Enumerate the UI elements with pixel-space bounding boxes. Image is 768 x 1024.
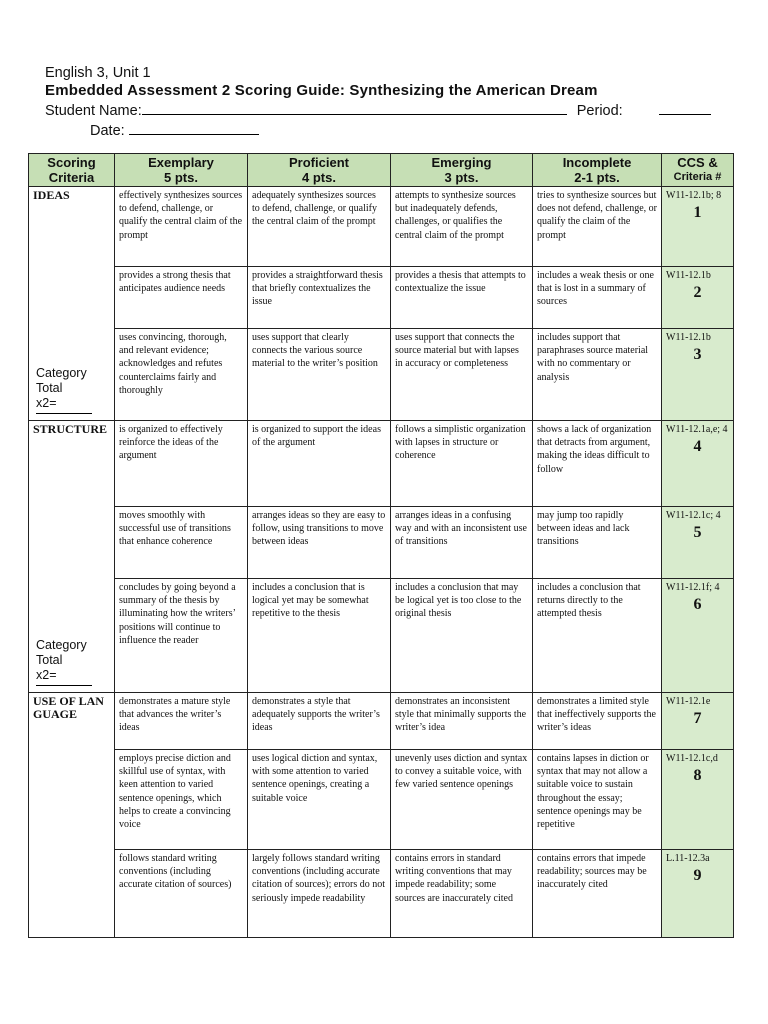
cell-emerging: attempts to synthesize sources but inadequately defends, challenges, or qualifies the central claim of the prompt: [391, 187, 533, 267]
cell-exemplary: concludes by going beyond a summary of the thesis by illuminating how the writers’ positions will continue to influence the reader: [115, 579, 248, 693]
cell-exemplary: is organized to effectively reinforce the ideas of the argument: [115, 421, 248, 507]
scoring-guide-table: [28, 153, 734, 938]
cell-emerging: demonstrates an inconsistent style that minimally supports the writer’s idea: [391, 693, 533, 750]
table-row: [29, 750, 734, 850]
cell-proficient: is organized to support the ideas of the argument: [248, 421, 391, 507]
criteria-number: 2: [693, 284, 702, 302]
cell-incomplete: contains errors that impede readability; sources may be inaccurately cited: [533, 850, 662, 938]
cell-exemplary: demonstrates a mature style that advances the writer’s ideas: [115, 693, 248, 750]
cell-proficient: largely follows standard writing conventions (including accurate citation of sources); errors do not seriously impede readability: [248, 850, 391, 938]
cell-exemplary: employs precise diction and skillful use of syntax, with keen attention to varied sentence openings, which helps to create a convincing voice: [115, 750, 248, 850]
criteria-number: 4: [693, 438, 702, 456]
cell-proficient: adequately synthesizes sources to defend, challenge, or qualify the central claim of the prompt: [248, 187, 391, 267]
cell-ccs: W11-12.1f; 4 6: [662, 579, 734, 693]
criteria-number: 3: [693, 346, 702, 364]
cell-emerging: arranges ideas in a confusing way and with an inconsistent use of transitions: [391, 507, 533, 579]
cell-ccs: W11-12.1a,e; 4 4: [662, 421, 734, 507]
table-row: [29, 187, 734, 267]
cell-ccs: W11-12.1e 7: [662, 693, 734, 750]
cell-proficient: provides a straightforward thesis that briefly contextualizes the issue: [248, 267, 391, 329]
col-header-exemplary: Exemplary 5 pts.: [115, 154, 248, 187]
date-field[interactable]: [129, 120, 259, 135]
cell-ccs: L.11-12.3a 9: [662, 850, 734, 938]
cell-emerging: unevenly uses diction and syntax to convey a suitable voice, with few varied sentence openings: [391, 750, 533, 850]
date-line: [45, 120, 735, 140]
cell-emerging: includes a conclusion that may be logical yet is too close to the original thesis: [391, 579, 533, 693]
category-use-of-language: USE OF LANGUAGE: [29, 693, 115, 938]
cell-incomplete: may jump too rapidly between ideas and lack transitions: [533, 507, 662, 579]
header-row: [29, 154, 734, 187]
student-name-field[interactable]: [142, 100, 567, 115]
col-header-emerging: Emerging 3 pts.: [391, 154, 533, 187]
table-row: [29, 267, 734, 329]
table-row: [29, 421, 734, 507]
cell-incomplete: demonstrates a limited style that ineffectively supports the writer’s ideas: [533, 693, 662, 750]
category-structure: STRUCTURE Category Total x2=: [29, 421, 115, 693]
cell-emerging: uses support that connects the source material but with lapses in accuracy or completeness: [391, 329, 533, 421]
cell-incomplete: tries to synthesize sources but does not defend, challenge, or qualify the claim of the prompt: [533, 187, 662, 267]
cell-proficient: uses support that clearly connects the various source material to the writer’s position: [248, 329, 391, 421]
table-row: [29, 850, 734, 938]
cell-proficient: arranges ideas so they are easy to follow, using transitions to move between ideas: [248, 507, 391, 579]
criteria-number: 9: [693, 867, 702, 885]
cell-ccs: W11-12.1b 3: [662, 329, 734, 421]
table-row: [29, 329, 734, 421]
date-label: Date:: [90, 123, 125, 139]
criteria-number: 7: [693, 710, 702, 728]
cell-exemplary: effectively synthesizes sources to defend, challenge, or qualify the central claim of the prompt: [115, 187, 248, 267]
cell-exemplary: provides a strong thesis that anticipates audience needs: [115, 267, 248, 329]
cell-ccs: W11-12.1c; 4 5: [662, 507, 734, 579]
cell-emerging: contains errors in standard writing conventions that may impede readability; some sources are inaccurately cited: [391, 850, 533, 938]
category-ideas: IDEAS Category Total x2=: [29, 187, 115, 421]
criteria-number: 5: [693, 524, 702, 542]
table-row: [29, 507, 734, 579]
cell-incomplete: shows a lack of organization that detracts from argument, making the ideas difficult to follow: [533, 421, 662, 507]
cell-proficient: includes a conclusion that is logical yet may be somewhat repetitive to the thesis: [248, 579, 391, 693]
student-line: [45, 100, 735, 120]
student-name-label: Student Name:: [45, 103, 142, 119]
course-title: English 3, Unit 1: [45, 65, 151, 81]
cell-exemplary: uses convincing, thorough, and relevant evidence; acknowledges and refutes counterclaims fairly and thoroughly: [115, 329, 248, 421]
cell-incomplete: includes a conclusion that returns directly to the attempted thesis: [533, 579, 662, 693]
col-header-proficient: Proficient 4 pts.: [248, 154, 391, 187]
cell-emerging: follows a simplistic organization with lapses in structure or coherence: [391, 421, 533, 507]
cell-incomplete: includes a weak thesis or one that is lost in a summary of sources: [533, 267, 662, 329]
criteria-number: 1: [693, 204, 702, 222]
col-header-incomplete: Incomplete 2-1 pts.: [533, 154, 662, 187]
cell-proficient: uses logical diction and syntax, with some attention to varied sentence openings, creating a suitable voice: [248, 750, 391, 850]
col-header-criteria: Scoring Criteria: [29, 154, 115, 187]
cell-ccs: W11-12.1b 2: [662, 267, 734, 329]
criteria-number: 6: [693, 596, 702, 614]
cell-emerging: provides a thesis that attempts to contextualize the issue: [391, 267, 533, 329]
cell-incomplete: contains lapses in diction or syntax that may not allow a suitable voice to sustain throughout the essay; sentence openings may be repetitive: [533, 750, 662, 850]
table-row: [29, 579, 734, 693]
category-total: Category Total x2=: [36, 638, 114, 686]
cell-incomplete: includes support that paraphrases source material with no commentary or analysis: [533, 329, 662, 421]
cell-proficient: demonstrates a style that adequately supports the writer’s ideas: [248, 693, 391, 750]
table-row: [29, 693, 734, 750]
cell-ccs: W11-12.1c,d 8: [662, 750, 734, 850]
criteria-number: 8: [693, 767, 702, 785]
document-header: [45, 64, 735, 140]
col-header-ccs: CCS & Criteria #: [662, 154, 734, 187]
category-total: Category Total x2=: [36, 366, 114, 414]
cell-exemplary: follows standard writing conventions (including accurate citation of sources): [115, 850, 248, 938]
cell-exemplary: moves smoothly with successful use of transitions that enhance coherence: [115, 507, 248, 579]
period-label: Period:: [576, 103, 623, 119]
period-field[interactable]: [659, 100, 711, 115]
page-title: Embedded Assessment 2 Scoring Guide: Synthesizing the American Dream: [45, 82, 598, 99]
cell-ccs: W11-12.1b; 8 1: [662, 187, 734, 267]
